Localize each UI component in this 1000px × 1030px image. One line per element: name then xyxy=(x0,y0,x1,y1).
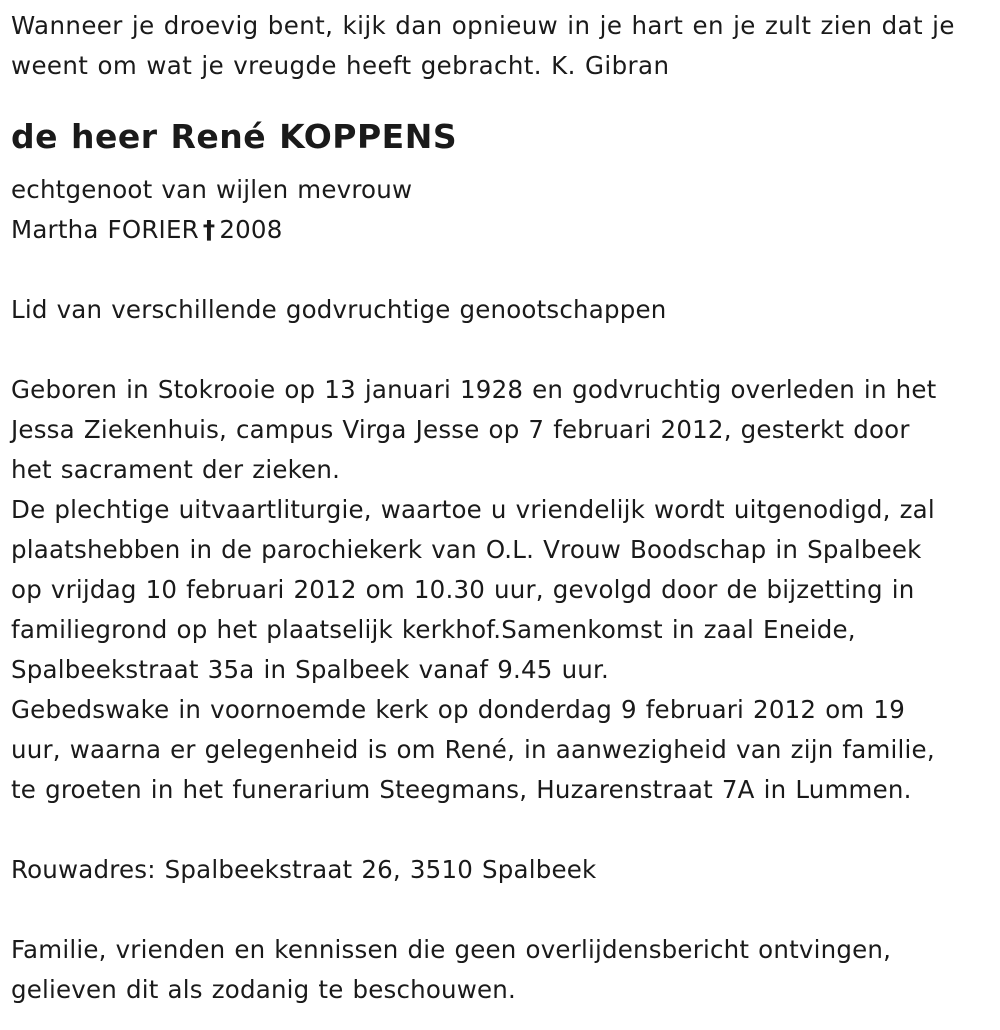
closing-line: Familie, vrienden en kennissen die geen overlijdensbericht ontvingen, xyxy=(11,935,892,964)
body-line: Jessa Ziekenhuis, campus Virga Jesse op 7 februari 2012, gesterkt door xyxy=(11,415,910,444)
mourning-address: Rouwadres: Spalbeekstraat 26, 3510 Spalbeek xyxy=(11,855,597,884)
body-line: Spalbeekstraat 35a in Spalbeek vanaf 9.45 uur. xyxy=(11,655,610,684)
body-line: op vrijdag 10 februari 2012 om 10.30 uur, gevolgd door de bijzetting in xyxy=(11,575,915,604)
membership-line: Lid van verschillende godvruchtige genootschappen xyxy=(11,295,667,324)
cross-icon: † xyxy=(202,215,216,244)
spacer xyxy=(11,250,996,290)
obituary-body xyxy=(11,370,996,810)
spouse-name: Martha FORIER xyxy=(11,215,199,244)
spouse-line: echtgenoot van wijlen mevrouw xyxy=(11,175,413,204)
obituary-document xyxy=(11,6,996,1010)
body-line: het sacrament der zieken. xyxy=(11,455,341,484)
body-line: te groeten in het funerarium Steegmans, Huzarenstraat 7A in Lummen. xyxy=(11,775,912,804)
body-line: De plechtige uitvaartliturgie, waartoe u vriendelijk wordt uitgenodigd, zal xyxy=(11,495,935,524)
body-line: Gebedswake in voornoemde kerk op donderdag 9 februari 2012 om 19 xyxy=(11,695,906,724)
spacer xyxy=(11,330,996,370)
spouse-death-year: 2008 xyxy=(219,215,283,244)
quote-line: Wanneer je droevig bent, kijk dan opnieuw in je hart en je zult zien dat je xyxy=(11,11,955,40)
body-line: uur, waarna er gelegenheid is om René, in aanwezigheid van zijn familie, xyxy=(11,735,935,764)
body-line: familiegrond op het plaatselijk kerkhof.Samenkomst in zaal Eneide, xyxy=(11,615,856,644)
spacer xyxy=(11,890,996,930)
spouse-details xyxy=(11,210,996,250)
body-line: plaatshebben in de parochiekerk van O.L. Vrouw Boodschap in Spalbeek xyxy=(11,535,922,564)
deceased-name: de heer René KOPPENS xyxy=(11,117,458,156)
closing-note xyxy=(11,930,996,1010)
closing-line: gelieven dit als zodanig te beschouwen. xyxy=(11,975,517,1004)
quote-line: weent om wat je vreugde heeft gebracht. K. Gibran xyxy=(11,51,670,80)
spacer xyxy=(11,810,996,850)
gibran-quote xyxy=(11,6,996,86)
body-line: Geboren in Stokrooie op 13 januari 1928 en godvruchtig overleden in het xyxy=(11,375,937,404)
